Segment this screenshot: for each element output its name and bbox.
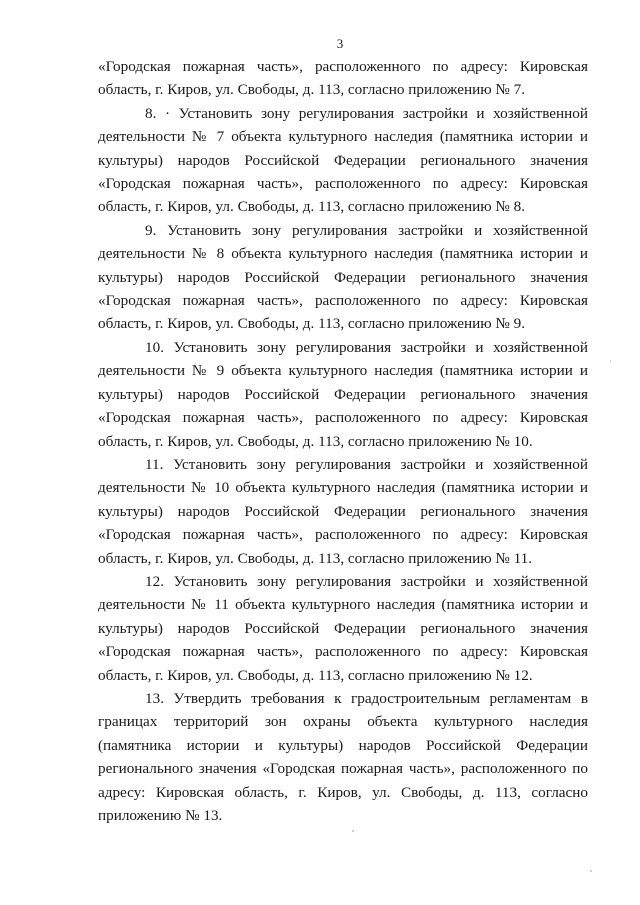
scan-speck [352,830,354,832]
paragraph-item-13: 13. Утвердить требования к градостроительным регламентам в границах территорий зон охраны объекта культурного наследия (памятника истории и культуры) народов Российской Федерации регионального значения «Городская пожарная часть», расположенного по адресу: Кировская область, г. Киров, ул. Свободы, д. 113, согласно приложению № 13. [98,689,588,824]
page-number: 3 [336,36,344,51]
paragraph-item-9: 9. Установить зону регулирования застройки и хозяйственной деятельности № 8 объекта культурного наследия (памятника истории и культуры) народов Российской Федерации регионального значения «Городская пожарная часть», расположенного по адресу: Кировская область, г. Киров, ул. Свободы, д. 113, согласно приложению № 9. [98,221,588,333]
paragraph-item-12: 12. Установить зону регулирования застройки и хозяйственной деятельности № 11 объекта культурного наследия (памятника истории и культуры) народов Российской Федерации регионального значения «Городская пожарная часть», расположенного по адресу: Кировская область, г. Киров, ул. Свободы, д. 113, согласно приложению № 12. [98,572,588,684]
scan-speck [610,360,611,362]
paragraph-item-10: 10. Установить зону регулирования застройки и хозяйственной деятельности № 9 объекта культурного наследия (памятника истории и культуры) народов Российской Федерации регионального значения «Городская пожарная часть», расположенного по адресу: Кировская область, г. Киров, ул. Свободы, д. 113, согласно приложению № 10. [98,338,588,450]
paragraph-item-8: 8. · Установить зону регулирования застройки и хозяйственной деятельности № 7 объекта культурного наследия (памятника истории и культуры) народов Российской Федерации регионального значения «Городская пожарная часть», расположенного по адресу: Кировская область, г. Киров, ул. Свободы, д. 113, согласно приложению № 8. [98,104,588,216]
scan-speck [590,870,592,872]
paragraph-item-11: 11. Установить зону регулирования застройки и хозяйственной деятельности № 10 объекта культурного наследия (памятника истории и культуры) народов Российской Федерации регионального значения «Городская пожарная часть», расположенного по адресу: Кировская область, г. Киров, ул. Свободы, д. 113, согласно приложению № 11. [98,455,588,567]
document-body [98,55,588,827]
paragraph-continued: «Городская пожарная часть», расположенного по адресу: Кировская область, г. Киров, ул. Свободы, д. 113, согласно приложению № 7. [98,58,588,99]
